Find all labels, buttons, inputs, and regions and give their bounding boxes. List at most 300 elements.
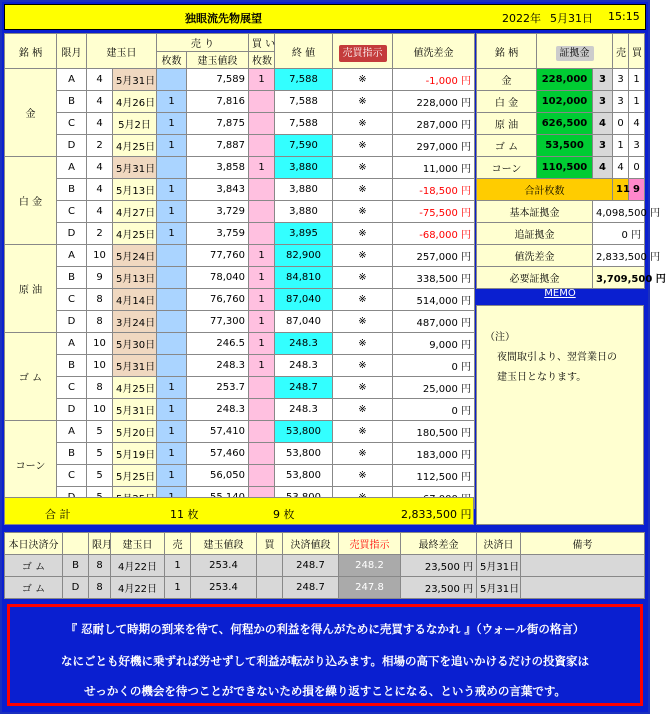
today-header-buy: 買 <box>257 533 283 555</box>
contract-code: B <box>57 267 87 289</box>
settle-entry-date: 4月22日 <box>111 555 165 577</box>
close-price: 87,040 <box>275 289 333 311</box>
margin-total-sell: 11 <box>613 179 629 201</box>
close-price: 248.3 <box>275 333 333 355</box>
close-price: 53,800 <box>275 443 333 465</box>
today-header-note: 備考 <box>521 533 645 555</box>
margin-summary-row <box>477 245 645 267</box>
margin-amount: 626,500 <box>537 113 593 135</box>
close-price: 7,590 <box>275 135 333 157</box>
margin-summary-row <box>477 267 645 289</box>
instruction-mark[interactable]: ※ <box>333 157 393 179</box>
margin-count: 4 <box>593 113 613 135</box>
margin-row <box>477 91 645 113</box>
sell-count <box>157 311 187 333</box>
sell-count <box>157 69 187 91</box>
contract-month: 5 <box>87 443 113 465</box>
valuation-diff: 257,000 円 <box>393 245 475 267</box>
settle-price: 248.7 <box>283 555 339 577</box>
valuation-diff: 0 円 <box>393 355 475 377</box>
totals-buy: 9 枚 <box>273 508 295 521</box>
settle-sell: 1 <box>165 555 191 577</box>
sell-count: 1 <box>157 465 187 487</box>
margin-sell: 3 <box>613 69 629 91</box>
sell-count: 1 <box>157 179 187 201</box>
entry-price: 3,858 <box>187 157 249 179</box>
commodity-name: ゴ ム <box>5 333 57 421</box>
instruction-mark[interactable]: ※ <box>333 377 393 399</box>
close-price: 3,880 <box>275 157 333 179</box>
margin-buy: 1 <box>629 69 645 91</box>
settle-final-diff: 23,500 円 <box>401 555 477 577</box>
positions-table <box>4 33 475 509</box>
margin-row <box>477 69 645 91</box>
position-row <box>5 157 475 179</box>
position-row <box>5 355 475 377</box>
margin-count: 3 <box>593 135 613 157</box>
position-row <box>5 465 475 487</box>
margin-row <box>477 113 645 135</box>
valuation-diff: 514,000 円 <box>393 289 475 311</box>
buy-count: 1 <box>249 267 275 289</box>
sell-buy-instruction-button[interactable]: 売買指示 <box>339 45 387 62</box>
header-uri: 売 り <box>157 34 249 52</box>
buy-count: 1 <box>249 245 275 267</box>
memo-line-1: （注） <box>485 332 515 343</box>
sell-count <box>157 245 187 267</box>
header-gengetsu: 限月 <box>57 34 87 69</box>
valuation-diff: 9,000 円 <box>393 333 475 355</box>
contract-month: 4 <box>87 69 113 91</box>
sell-count: 1 <box>157 421 187 443</box>
instruction-mark[interactable]: ※ <box>333 333 393 355</box>
contract-month: 4 <box>87 91 113 113</box>
instruction-mark[interactable]: ※ <box>333 135 393 157</box>
margin-amount: 110,500 <box>537 157 593 179</box>
settle-note <box>521 577 645 599</box>
close-price: 7,588 <box>275 91 333 113</box>
position-row <box>5 377 475 399</box>
memo-line-3: 建玉日となります。 <box>497 372 587 383</box>
entry-price: 77,300 <box>187 311 249 333</box>
margin-count: 3 <box>593 91 613 113</box>
contract-month: 8 <box>87 289 113 311</box>
valuation-diff: 228,000 円 <box>393 91 475 113</box>
instruction-mark[interactable]: ※ <box>333 443 393 465</box>
settlement-row <box>5 577 645 599</box>
entry-price: 3,759 <box>187 223 249 245</box>
position-row <box>5 399 475 421</box>
proverb-line-3: せっかくの機会を待つことができないため損を繰り返すことになる、という戒めの言葉です。 <box>84 684 566 698</box>
today-header-sell: 売 <box>165 533 191 555</box>
contract-code: C <box>57 113 87 135</box>
contract-code: C <box>57 201 87 223</box>
buy-count <box>249 91 275 113</box>
margin-header-uri: 売 <box>613 34 629 69</box>
close-price: 53,800 <box>275 421 333 443</box>
settle-buy <box>257 555 283 577</box>
valuation-diff: 11,000 円 <box>393 157 475 179</box>
margin-sell: 4 <box>613 157 629 179</box>
today-header-month: 限月 <box>89 533 111 555</box>
entry-date: 4月26日 <box>113 91 157 113</box>
entry-date: 5月19日 <box>113 443 157 465</box>
margin-amount: 228,000 <box>537 69 593 91</box>
position-row <box>5 91 475 113</box>
margin-total-buy: 9 <box>629 179 645 201</box>
contract-code: B <box>57 91 87 113</box>
position-row <box>5 245 475 267</box>
entry-price: 7,816 <box>187 91 249 113</box>
instruction-mark[interactable]: ※ <box>333 267 393 289</box>
time-label: 15:15 <box>608 10 640 23</box>
header-tatebi: 建玉日 <box>87 34 157 69</box>
entry-date: 3月24日 <box>113 311 157 333</box>
proverb-box <box>7 604 643 706</box>
margin-header-row <box>477 34 645 69</box>
header-kai: 買 い <box>249 34 275 52</box>
contract-code: D <box>57 311 87 333</box>
memo-line-2: 夜間取引より、翌営業日の <box>497 352 617 363</box>
margin-buy: 1 <box>629 91 645 113</box>
summary-label: 必要証拠金 <box>477 267 593 289</box>
contract-month: 5 <box>87 421 113 443</box>
entry-date: 5月30日 <box>113 333 157 355</box>
close-price: 82,900 <box>275 245 333 267</box>
close-price: 84,810 <box>275 267 333 289</box>
summary-value: 4,098,500 円 <box>593 201 645 223</box>
margin-buy: 0 <box>629 157 645 179</box>
commodity-name: 白 金 <box>5 157 57 245</box>
margin-row <box>477 157 645 179</box>
entry-price: 7,875 <box>187 113 249 135</box>
buy-count <box>249 201 275 223</box>
instruction-mark[interactable]: ※ <box>333 91 393 113</box>
settle-final-diff: 23,500 円 <box>401 577 477 599</box>
buy-count: 1 <box>249 289 275 311</box>
close-price: 7,588 <box>275 113 333 135</box>
sell-count <box>157 355 187 377</box>
contract-month: 10 <box>87 355 113 377</box>
margin-count: 3 <box>593 69 613 91</box>
commodity-name: 原 油 <box>5 245 57 333</box>
contract-month: 10 <box>87 245 113 267</box>
contract-code: C <box>57 465 87 487</box>
contract-code: C <box>57 377 87 399</box>
entry-date: 4月14日 <box>113 289 157 311</box>
instruction-mark[interactable]: ※ <box>333 399 393 421</box>
buy-count <box>249 179 275 201</box>
settle-date: 5月31日 <box>477 577 521 599</box>
instruction-mark[interactable]: ※ <box>333 421 393 443</box>
buy-count <box>249 399 275 421</box>
sell-count <box>157 289 187 311</box>
sell-count: 1 <box>157 443 187 465</box>
instruction-mark[interactable]: ※ <box>333 201 393 223</box>
today-header-instruction: 売買指示 <box>339 533 401 555</box>
entry-price: 57,460 <box>187 443 249 465</box>
settle-note <box>521 555 645 577</box>
settle-month: 8 <box>89 577 111 599</box>
margin-header-kai: 買 <box>629 34 645 69</box>
position-row <box>5 289 475 311</box>
entry-date: 5月24日 <box>113 245 157 267</box>
contract-code: B <box>57 443 87 465</box>
entry-price: 248.3 <box>187 355 249 377</box>
buy-count: 1 <box>249 157 275 179</box>
margin-commodity: ゴ ム <box>477 135 537 157</box>
entry-date: 4月25日 <box>113 223 157 245</box>
instruction-mark[interactable]: ※ <box>333 113 393 135</box>
position-row <box>5 69 475 91</box>
instruction-mark[interactable]: ※ <box>333 355 393 377</box>
header-baibai[interactable] <box>333 34 393 69</box>
close-price: 7,588 <box>275 69 333 91</box>
totals-sell: 11 枚 <box>170 508 199 521</box>
valuation-diff: 180,500 円 <box>393 421 475 443</box>
instruction-mark[interactable]: ※ <box>333 179 393 201</box>
totals-bar <box>4 497 474 525</box>
header-owarine: 終 値 <box>275 34 333 69</box>
settle-instruction: 248.2 <box>339 555 401 577</box>
positions-header-row <box>5 34 475 52</box>
position-row <box>5 201 475 223</box>
margin-amount: 53,500 <box>537 135 593 157</box>
commodity-name: コーン <box>5 421 57 509</box>
margin-summary-row <box>477 201 645 223</box>
valuation-diff: 112,500 円 <box>393 465 475 487</box>
contract-code: A <box>57 333 87 355</box>
buy-count: 1 <box>249 69 275 91</box>
margin-header-meigara: 銘 柄 <box>477 34 537 69</box>
summary-label: 値洗差金 <box>477 245 593 267</box>
summary-label: 基本証拠金 <box>477 201 593 223</box>
valuation-diff: 487,000 円 <box>393 311 475 333</box>
entry-price: 56,050 <box>187 465 249 487</box>
contract-code: A <box>57 421 87 443</box>
contract-code: A <box>57 69 87 91</box>
settle-price: 248.7 <box>283 577 339 599</box>
contract-code: B <box>57 355 87 377</box>
instruction-mark[interactable]: ※ <box>333 465 393 487</box>
valuation-diff: -75,500 円 <box>393 201 475 223</box>
entry-date: 5月20日 <box>113 421 157 443</box>
entry-price: 3,843 <box>187 179 249 201</box>
margin-sell: 3 <box>613 91 629 113</box>
settle-entry-date: 4月22日 <box>111 577 165 599</box>
margin-summary-row <box>477 223 645 245</box>
margin-commodity: コーン <box>477 157 537 179</box>
margin-sell: 0 <box>613 113 629 135</box>
instruction-mark[interactable]: ※ <box>333 245 393 267</box>
settle-code: D <box>63 577 89 599</box>
margin-buy: 4 <box>629 113 645 135</box>
valuation-diff: 0 円 <box>393 399 475 421</box>
close-price: 53,800 <box>275 465 333 487</box>
valuation-diff: 25,000 円 <box>393 377 475 399</box>
today-header-sdate: 決済日 <box>477 533 521 555</box>
valuation-diff: 183,000 円 <box>393 443 475 465</box>
header-tatene: 建玉値段 <box>187 51 249 69</box>
buy-count: 1 <box>249 355 275 377</box>
settle-commodity: ゴ ム <box>5 555 63 577</box>
today-header-settle: 決済値段 <box>283 533 339 555</box>
close-price: 248.3 <box>275 399 333 421</box>
position-row <box>5 113 475 135</box>
settle-instruction: 247.8 <box>339 577 401 599</box>
buy-count <box>249 465 275 487</box>
settle-sell: 1 <box>165 577 191 599</box>
settlement-row <box>5 555 645 577</box>
proverb-line-2: なにごとも好機に乗ずれば労せずして利益が転がり込みます。相場の高下を追いかけるだけの投資家は <box>60 654 590 668</box>
close-price: 3,880 <box>275 179 333 201</box>
entry-price: 78,040 <box>187 267 249 289</box>
entry-date: 4月25日 <box>113 377 157 399</box>
today-header-row <box>5 533 645 555</box>
date-label: 5月31日 <box>550 12 593 25</box>
valuation-diff: 338,500 円 <box>393 267 475 289</box>
contract-month: 4 <box>87 201 113 223</box>
instruction-mark[interactable]: ※ <box>333 223 393 245</box>
sell-count <box>157 267 187 289</box>
entry-price: 7,589 <box>187 69 249 91</box>
position-row <box>5 311 475 333</box>
contract-code: D <box>57 135 87 157</box>
entry-date: 4月27日 <box>113 201 157 223</box>
contract-month: 8 <box>87 311 113 333</box>
contract-month: 10 <box>87 399 113 421</box>
settle-month: 8 <box>89 555 111 577</box>
margin-amount: 102,000 <box>537 91 593 113</box>
margin-header-shokokin <box>537 34 613 69</box>
contract-month: 2 <box>87 223 113 245</box>
position-row <box>5 223 475 245</box>
sell-count: 1 <box>157 201 187 223</box>
contract-code: A <box>57 245 87 267</box>
today-header-date: 建玉日 <box>111 533 165 555</box>
position-row <box>5 179 475 201</box>
entry-price: 76,760 <box>187 289 249 311</box>
margin-total-label: 合計枚数 <box>477 179 613 201</box>
title-bar <box>4 4 646 30</box>
instruction-mark[interactable]: ※ <box>333 311 393 333</box>
today-header-name: 本日決済分 <box>5 533 63 555</box>
entry-date: 5月25日 <box>113 465 157 487</box>
margin-commodity: 金 <box>477 69 537 91</box>
summary-value: 2,833,500 円 <box>593 245 645 267</box>
buy-count: 1 <box>249 333 275 355</box>
year-label: 2022年 <box>502 12 541 25</box>
sell-count: 1 <box>157 399 187 421</box>
buy-count <box>249 113 275 135</box>
entry-date: 5月31日 <box>113 69 157 91</box>
today-header-price: 建玉値段 <box>191 533 257 555</box>
memo-panel <box>476 305 644 525</box>
entry-price: 3,729 <box>187 201 249 223</box>
buy-count <box>249 443 275 465</box>
contract-code: B <box>57 179 87 201</box>
memo-title[interactable]: MEMO <box>544 288 576 299</box>
contract-month: 5 <box>87 465 113 487</box>
buy-count <box>249 223 275 245</box>
valuation-diff: -18,500 円 <box>393 179 475 201</box>
entry-date: 5月31日 <box>113 157 157 179</box>
settle-commodity: ゴ ム <box>5 577 63 599</box>
entry-price: 7,887 <box>187 135 249 157</box>
sell-count: 1 <box>157 91 187 113</box>
sell-count: 1 <box>157 113 187 135</box>
contract-month: 4 <box>87 179 113 201</box>
close-price: 248.7 <box>275 377 333 399</box>
close-price: 3,895 <box>275 223 333 245</box>
margin-commodity: 原 油 <box>477 113 537 135</box>
close-price: 3,880 <box>275 201 333 223</box>
today-settlement-table <box>4 532 645 599</box>
contract-code: A <box>57 157 87 179</box>
entry-price: 246.5 <box>187 333 249 355</box>
header-meigara: 銘 柄 <box>5 34 57 69</box>
entry-date: 5月13日 <box>113 267 157 289</box>
contract-month: 4 <box>87 157 113 179</box>
entry-price: 77,760 <box>187 245 249 267</box>
contract-month: 9 <box>87 267 113 289</box>
contract-month: 8 <box>87 377 113 399</box>
close-price: 248.3 <box>275 355 333 377</box>
contract-code: D <box>57 223 87 245</box>
position-row <box>5 267 475 289</box>
margin-buy: 3 <box>629 135 645 157</box>
entry-date: 5月31日 <box>113 355 157 377</box>
entry-date: 5月13日 <box>113 179 157 201</box>
position-row <box>5 333 475 355</box>
sell-count: 1 <box>157 135 187 157</box>
sell-count: 1 <box>157 377 187 399</box>
margin-header-label: 証拠金 <box>556 46 594 61</box>
contract-code: C <box>57 289 87 311</box>
margin-row <box>477 135 645 157</box>
margin-commodity: 白 金 <box>477 91 537 113</box>
entry-price: 253.7 <box>187 377 249 399</box>
header-uri-maisu: 枚数 <box>157 51 187 69</box>
valuation-diff: 287,000 円 <box>393 113 475 135</box>
instruction-mark[interactable]: ※ <box>333 289 393 311</box>
buy-count <box>249 377 275 399</box>
contract-month: 4 <box>87 113 113 135</box>
summary-label: 追証拠金 <box>477 223 593 245</box>
entry-date: 5月31日 <box>113 399 157 421</box>
sell-count <box>157 157 187 179</box>
settle-buy <box>257 577 283 599</box>
contract-month: 2 <box>87 135 113 157</box>
entry-date: 5月2日 <box>113 113 157 135</box>
margin-total-row <box>477 179 645 201</box>
summary-value: 0 円 <box>593 223 645 245</box>
valuation-diff: 297,000 円 <box>393 135 475 157</box>
commodity-name: 金 <box>5 69 57 157</box>
totals-label: 合 計 <box>45 508 71 521</box>
contract-code: D <box>57 399 87 421</box>
settle-date: 5月31日 <box>477 555 521 577</box>
header-nesasa: 値洗差金 <box>393 34 475 69</box>
entry-price: 57,410 <box>187 421 249 443</box>
valuation-diff: -68,000 円 <box>393 223 475 245</box>
instruction-mark[interactable]: ※ <box>333 69 393 91</box>
position-row <box>5 421 475 443</box>
close-price: 87,040 <box>275 311 333 333</box>
settle-code: B <box>63 555 89 577</box>
buy-count <box>249 135 275 157</box>
today-header-final: 最終差金 <box>401 533 477 555</box>
